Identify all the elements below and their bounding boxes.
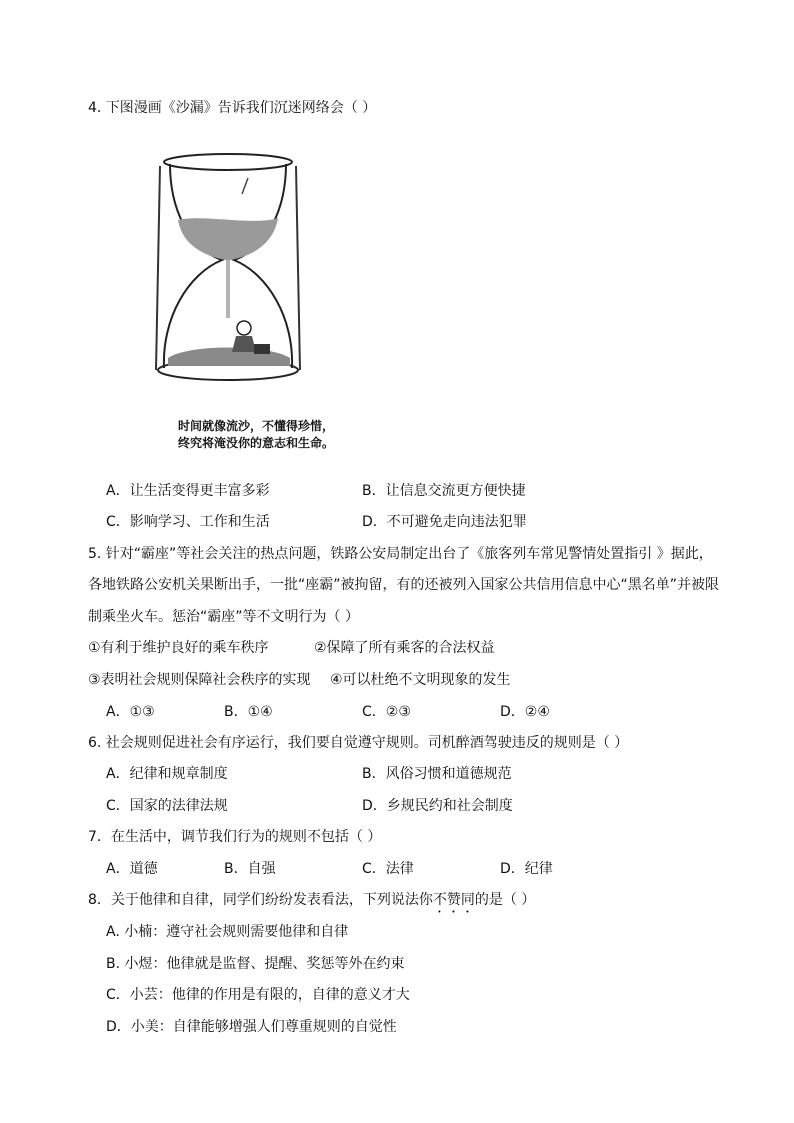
q8-stem-after: 的是（ ） — [474, 892, 536, 908]
q4-option-a[interactable]: A．让生活变得更丰富多彩 — [106, 483, 270, 499]
q5-item-3: ③表明社会规则保障社会秩序的实现 — [88, 672, 311, 688]
q5-item-4: ④可以杜绝不文明现象的发生 — [330, 672, 511, 688]
q6-option-d[interactable]: D．乡规民约和社会制度 — [362, 798, 513, 814]
q4-option-b[interactable]: B．让信息交流更方便快捷 — [362, 483, 526, 499]
q6-option-a[interactable]: A．纪律和规章制度 — [106, 766, 228, 782]
q4-stem: 4. 下图漫画《沙漏》告诉我们沉迷网络会（ ） — [88, 100, 377, 116]
q5-stem-line1: 5. 针对“霸座”等社会关注的热点问题，铁路公安局制定出台了《旅客列车常见警情处置指引 》据此， — [88, 546, 713, 562]
q7-option-c[interactable]: C．法律 — [362, 861, 414, 877]
q8-option-a[interactable]: A. 小楠：遵守社会规则需要他律和自律 — [106, 924, 349, 940]
q6-option-c[interactable]: C．国家的法律法规 — [106, 798, 228, 814]
q8-stem-emphasis: 不赞同 — [432, 892, 475, 908]
q5-stem-line3: 制乘坐火车。惩治“霸座”等不文明行为（ ） — [88, 609, 359, 625]
q5-option-a[interactable]: A．①③ — [106, 704, 155, 720]
q5-stem-line2: 各地铁路公安机关果断出手，一批“座霸”被拘留，有的还被列入国家公共信用信息中心“黑名单”并被限 — [88, 577, 720, 593]
q7-option-b[interactable]: B．自强 — [224, 861, 276, 877]
hourglass-cartoon-image — [148, 148, 308, 388]
cartoon-caption-line1: 时间就像流沙，不懂得珍惜， — [178, 419, 335, 433]
q8-stem-before: 8．关于他律和自律，同学们纷纷发表看法，下列说法你 — [88, 892, 433, 908]
q7-option-a[interactable]: A．道德 — [106, 861, 158, 877]
q8-option-b[interactable]: B. 小煜：他律就是监督、提醒、奖惩等外在约束 — [106, 956, 405, 972]
q8-option-c[interactable]: C．小芸：他律的作用是有限的，自律的意义才大 — [106, 987, 410, 1003]
q7-stem: 7．在生活中，调节我们行为的规则不包括（ ） — [88, 829, 382, 845]
q6-stem: 6. 社会规则促进社会有序运行，我们要自觉遵守规则。司机醉酒驾驶违反的规则是（ ） — [88, 735, 629, 751]
q5-item-2: ②保障了所有乘客的合法权益 — [314, 640, 495, 656]
q8-option-d[interactable]: D．小美：自律能够增强人们尊重规则的自觉性 — [106, 1019, 397, 1035]
q8-stem — [88, 890, 535, 916]
q5-option-c[interactable]: C．②③ — [362, 704, 411, 720]
q7-option-d[interactable]: D．纪律 — [500, 861, 553, 877]
cartoon-caption-line2: 终究将淹没你的意志和生命。 — [178, 436, 335, 450]
q4-option-c[interactable]: C．影响学习、工作和生活 — [106, 514, 270, 530]
q5-item-1: ①有利于维护良好的乘车秩序 — [88, 640, 269, 656]
q6-option-b[interactable]: B．风俗习惯和道德规范 — [362, 766, 512, 782]
q5-option-b[interactable]: B．①④ — [224, 704, 273, 720]
q4-option-d[interactable]: D．不可避免走向违法犯罪 — [362, 514, 527, 530]
q5-option-d[interactable]: D．②④ — [500, 704, 550, 720]
